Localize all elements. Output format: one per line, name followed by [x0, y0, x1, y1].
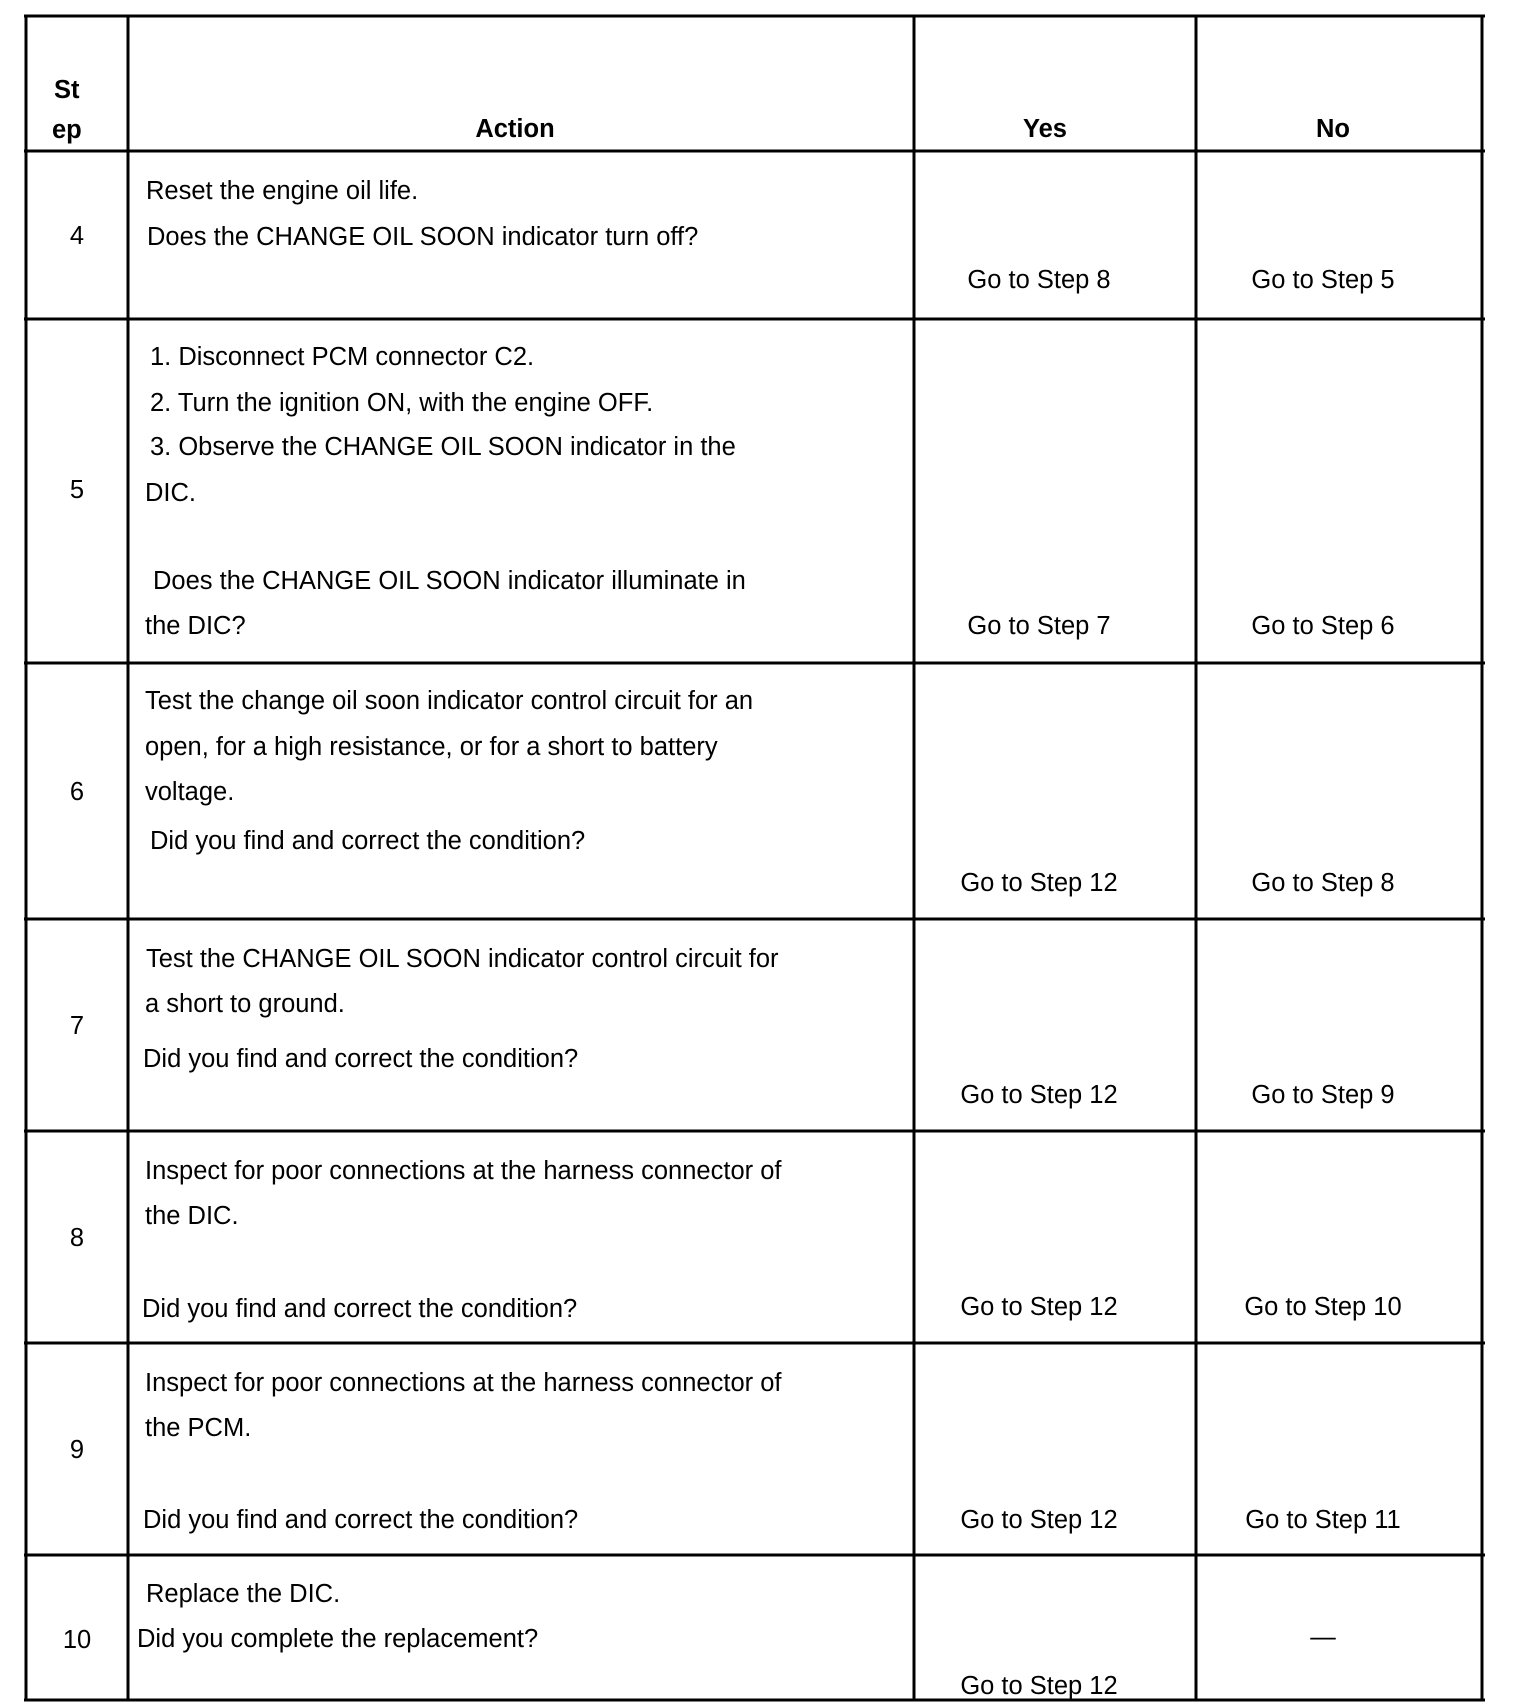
- action-line: Inspect for poor connections at the harness connector of: [145, 1157, 782, 1185]
- action-line: Test the change oil soon indicator control circuit for an: [145, 687, 754, 715]
- action-line: Did you complete the replacement?: [137, 1625, 539, 1653]
- action-line: 1. Disconnect PCM connector C2.: [150, 343, 535, 371]
- yes-result: Go to Step 8: [967, 266, 1111, 294]
- yes-result: Go to Step 12: [960, 1293, 1118, 1321]
- yes-result: Go to Step 12: [960, 1506, 1118, 1534]
- no-result: —: [1310, 1623, 1336, 1651]
- step-number: 7: [69, 1012, 85, 1040]
- no-result: Go to Step 8: [1251, 869, 1395, 897]
- action-line: Does the CHANGE OIL SOON indicator illuminate in: [153, 567, 746, 595]
- step-number: 9: [69, 1436, 85, 1464]
- header-step-line1: St: [54, 76, 80, 104]
- yes-result: Go to Step 12: [960, 1081, 1118, 1109]
- yes-result: Go to Step 12: [960, 869, 1118, 897]
- action-line: the DIC?: [145, 612, 246, 640]
- step-number: 10: [62, 1626, 92, 1654]
- header-no: No: [1316, 115, 1350, 143]
- yes-result: Go to Step 12: [960, 1672, 1118, 1700]
- step-number: 5: [69, 476, 85, 504]
- action-line: 2. Turn the ignition ON, with the engine OFF.: [150, 389, 654, 417]
- yes-result: Go to Step 7: [967, 612, 1111, 640]
- action-line: the PCM.: [145, 1414, 252, 1442]
- action-line: 3. Observe the CHANGE OIL SOON indicator in the: [150, 433, 736, 461]
- no-result: Go to Step 10: [1244, 1293, 1402, 1321]
- no-result: Go to Step 9: [1251, 1081, 1395, 1109]
- action-line: Did you find and correct the condition?: [143, 1506, 579, 1534]
- action-line: Did you find and correct the condition?: [142, 1295, 578, 1323]
- no-result: Go to Step 6: [1251, 612, 1395, 640]
- header-action: Action: [475, 115, 555, 143]
- action-line: Inspect for poor connections at the harness connector of: [145, 1369, 782, 1397]
- action-line: Replace the DIC.: [146, 1580, 341, 1608]
- action-line: Test the CHANGE OIL SOON indicator control circuit for: [146, 945, 779, 973]
- action-line: a short to ground.: [145, 990, 345, 1018]
- action-line: Reset the engine oil life.: [146, 177, 419, 205]
- action-line: voltage.: [145, 778, 235, 806]
- action-line: Does the CHANGE OIL SOON indicator turn off?: [147, 223, 699, 251]
- step-number: 8: [69, 1224, 85, 1252]
- action-line: open, for a high resistance, or for a short to battery: [145, 733, 718, 761]
- action-line: Did you find and correct the condition?: [150, 827, 586, 855]
- step-number: 6: [69, 778, 85, 806]
- step-number: 4: [69, 222, 85, 250]
- action-line: the DIC.: [145, 1202, 239, 1230]
- action-line: Did you find and correct the condition?: [143, 1045, 579, 1073]
- no-result: Go to Step 11: [1245, 1506, 1401, 1534]
- no-result: Go to Step 5: [1251, 266, 1395, 294]
- header-step-line2: ep: [52, 116, 82, 144]
- action-line: DIC.: [145, 479, 196, 507]
- header-yes: Yes: [1023, 115, 1067, 143]
